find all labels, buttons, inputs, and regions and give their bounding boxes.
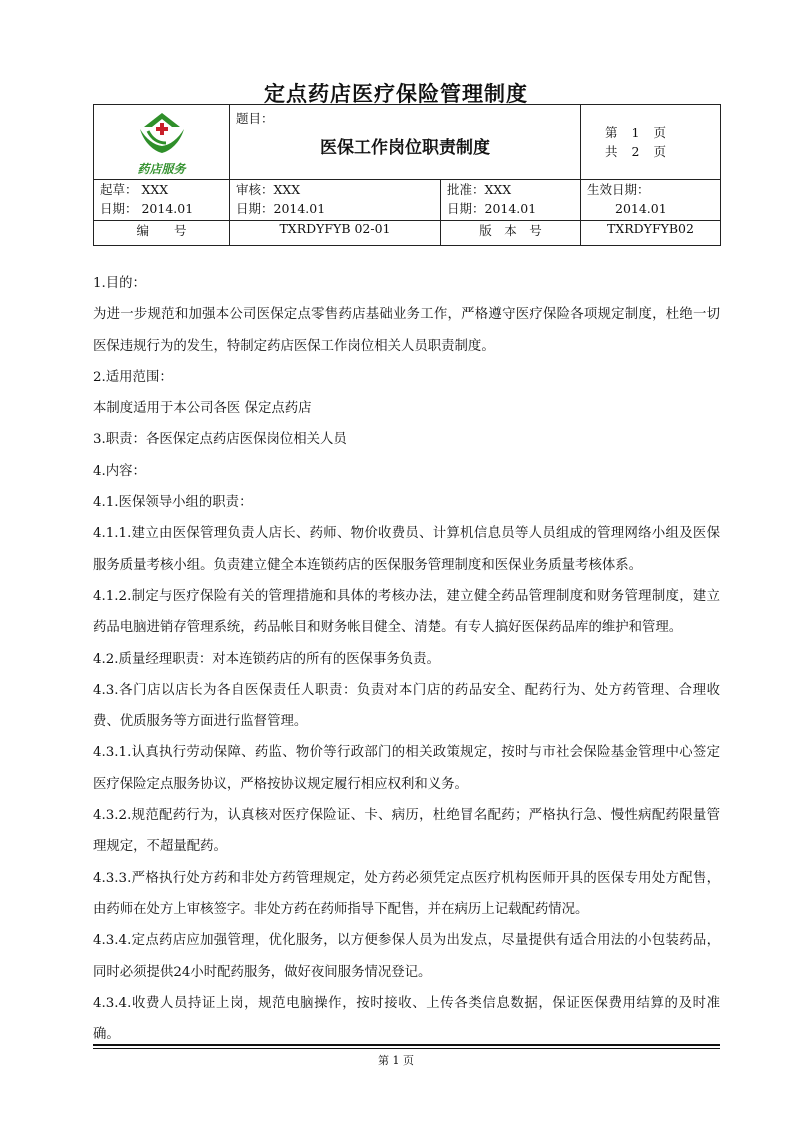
paragraph: 4.2.质量经理职责：对本连锁药店的所有的医保事务负责。: [93, 651, 440, 667]
number-label: 编 号: [94, 221, 230, 246]
document-title: 定点药店医疗保险管理制度: [264, 82, 528, 106]
document-body: [93, 268, 720, 1050]
number-value: TXRDYFYB 02-01: [230, 221, 441, 246]
effective-label: 生效日期：: [587, 182, 650, 197]
logo-text: 药店服务: [137, 162, 186, 176]
page-number-current: 1: [631, 125, 640, 140]
page-label-current: 第: [605, 125, 618, 140]
version-label: 版 本 号: [441, 221, 581, 246]
paragraph: 4.3.1.认真执行劳动保障、药监、物价等行政部门的相关政策规定，按时与市社会保险基金管理中心签定医疗保险定点服务协议，严格按协议规定履行相应权利和义务。: [93, 745, 720, 792]
logo-cell: [94, 105, 230, 180]
footer-rule-thin: [93, 1048, 720, 1049]
subject-label: 题目：: [236, 111, 274, 126]
page-count-cell: [581, 105, 721, 180]
pharmacy-logo-icon: [122, 109, 202, 175]
paragraph: 4.3.2.规范配药行为，认真核对医疗保险证、卡、病历，杜绝冒名配药；严格执行急、慢性病配药限量管理规定，不超量配药。: [93, 808, 720, 855]
header-table: [93, 104, 721, 246]
paragraph: 4.1.1.建立由医保管理负责人店长、药师、物价收费员、计算机信息员等人员组成的管理网络小组及医保服务质量考核小组。负责建立健全本连锁药店的医保服务管理制度和医保业务质量考核体系。: [93, 526, 720, 573]
page-number-total: 2: [631, 144, 640, 159]
logo-emblem: [122, 109, 202, 161]
effective-date: 2014.01: [615, 201, 667, 216]
subject-cell: [230, 105, 581, 180]
approve-by: 批准：XXX: [447, 182, 512, 197]
review-date: 日期：2014.01: [236, 201, 326, 216]
version-value: TXRDYFYB02: [581, 221, 721, 246]
approve-cell: [441, 180, 581, 221]
draft-by: 起草： XXX: [100, 182, 169, 197]
footer-rule-thick: [93, 1044, 720, 1046]
effective-cell: [581, 180, 721, 221]
page-unit-total: 页: [653, 144, 667, 159]
page-label-total: 共: [605, 144, 618, 159]
subject-title: 医保工作岗位职责制度: [320, 138, 490, 158]
draft-cell: [94, 180, 230, 221]
paragraph: 2.适用范围：: [93, 369, 173, 385]
paragraph: 4.3.各门店以店长为各自医保责任人职责：负责对本门店的药品安全、配药行为、处方药管理、合理收费、优质服务等方面进行监督管理。: [93, 682, 720, 730]
paragraph: 4.3.4.定点药店应加强管理，优化服务，以方便参保人员为出发点，尽量提供有适合用法的小包装药品，同时必须提供24小时配药服务，做好夜间服务情况登记。: [93, 933, 720, 980]
page-unit-current: 页: [653, 125, 667, 140]
paragraph: 4.1.2.制定与医疗保险有关的管理措施和具体的考核办法，建立健全药品管理制度和财务管理制度，建立药品电脑进销存管理系统，药品帐目和财务帐目健全、清楚。有专人搞好医保药品库的维护和管理。: [93, 588, 720, 636]
paragraph: 4.3.3.严格执行处方药和非处方药管理规定，处方药必须凭定点医疗机构医师开具的医保专用处方配售，由药师在处方上审核签字。非处方药在药师指导下配售，并在病历上记载配药情况。: [93, 870, 720, 917]
paragraph: 3.职责：各医保定点药店医保岗位相关人员: [93, 432, 347, 448]
page-number-footer: 第 1 页: [378, 1054, 414, 1067]
paragraph: 4.内容：: [93, 463, 146, 479]
page-total: [605, 142, 714, 161]
review-by: 审核：XXX: [236, 182, 301, 197]
paragraph: 1.目的：: [93, 276, 146, 291]
approve-date: 日期：2014.01: [447, 201, 537, 216]
page-current: [605, 123, 714, 142]
paragraph: 4.1.医保领导小组的职责：: [93, 495, 253, 511]
paragraph: 本制度适用于本公司各医 保定点药店: [93, 401, 312, 417]
review-cell: [230, 180, 441, 221]
draft-date: 日期： 2014.01: [100, 201, 194, 216]
paragraph: 4.3.4.收费人员持证上岗，规范电脑操作，按时接收、上传各类信息数据，保证医保费用结算的及时准确。: [93, 995, 720, 1043]
paragraph: 为进一步规范和加强本公司医保定点零售药店基础业务工作，严格遵守医疗保险各项规定制度，杜绝一切医保违规行为的发生，特制定药店医保工作岗位相关人员职责制度。: [93, 307, 720, 354]
